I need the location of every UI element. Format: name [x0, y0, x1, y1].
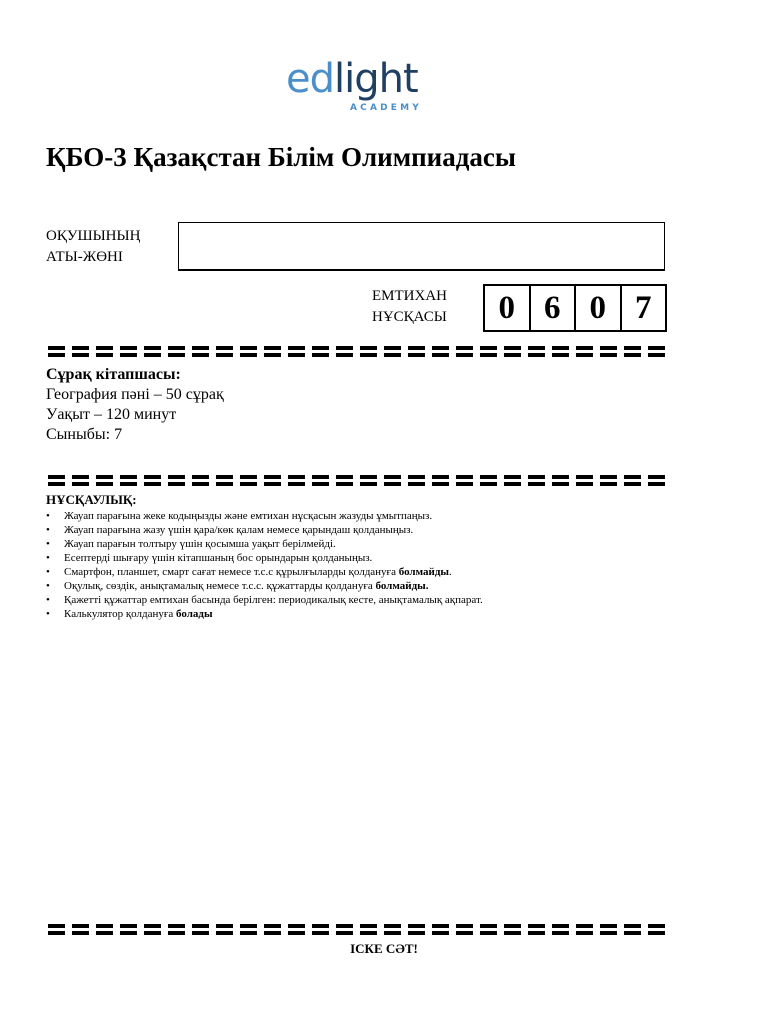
booklet-subject: География пәні – 50 сұрақ: [46, 386, 224, 403]
instructions-list: [46, 509, 483, 621]
instruction-item: • Смартфон, планшет, смарт сағат немесе т.с.с құрылғыларды қолдануға болмайды.: [46, 565, 483, 579]
booklet-time: Уақыт – 120 минут: [46, 406, 177, 423]
exam-variant-label: ЕМТИХАН НҰСҚАСЫ: [372, 288, 447, 325]
footer-text: ІСКЕ СӘТ!: [350, 941, 418, 956]
instruction-item: • Есептерді шығару үшін кітапшаның бос орындарын қолданыңыз.: [46, 551, 483, 565]
student-name-field[interactable]: [178, 222, 665, 271]
logo-subtitle: ACADEMY: [350, 103, 423, 113]
instruction-item: • Жауап парағына жазу үшін қара/көк қалам немесе қарындаш қолданыңыз.: [46, 523, 483, 537]
dashed-divider: [48, 475, 670, 487]
instruction-item: • Қажетті құжаттар емтихан басында берілген: периодикалық кесте, анықтамалық ақпарат.: [46, 593, 483, 607]
instructions-title: НҰСҚАУЛЫҚ:: [46, 492, 137, 507]
instruction-item: • Жауап парағына жеке кодыңызды және емтихан нұсқасын жазуды ұмытпаңыз.: [46, 509, 483, 523]
edlight-logo: [286, 56, 446, 118]
student-name-label: ОҚУШЫНЫҢ АТЫ-ЖӨНІ: [46, 228, 141, 265]
dashed-divider: [48, 346, 670, 358]
booklet-heading: Сұрақ кітапшасы:: [46, 366, 181, 383]
variant-digit: 0: [574, 286, 620, 330]
instruction-item: • Оқулық, сөздік, анықтамалық немесе т.с.с. құжаттарды қолдануға болмайды.: [46, 579, 483, 593]
page-title: ҚБО-3 Қазақстан Білім Олимпиадасы: [46, 142, 516, 172]
exam-variant-box: [483, 284, 667, 332]
booklet-info: [46, 365, 224, 445]
instruction-item: • Жауап парағын толтыру үшін қосымша уақыт берілмейді.: [46, 537, 483, 551]
booklet-grade: Сыныбы: 7: [46, 426, 123, 443]
variant-digit: 7: [620, 286, 666, 330]
variant-digit: 6: [529, 286, 575, 330]
logo-wordmark: edlight: [286, 56, 418, 102]
instruction-item: • Калькулятор қолдануға болады: [46, 607, 483, 621]
dashed-divider: [48, 924, 670, 936]
variant-digit: 0: [498, 289, 515, 326]
